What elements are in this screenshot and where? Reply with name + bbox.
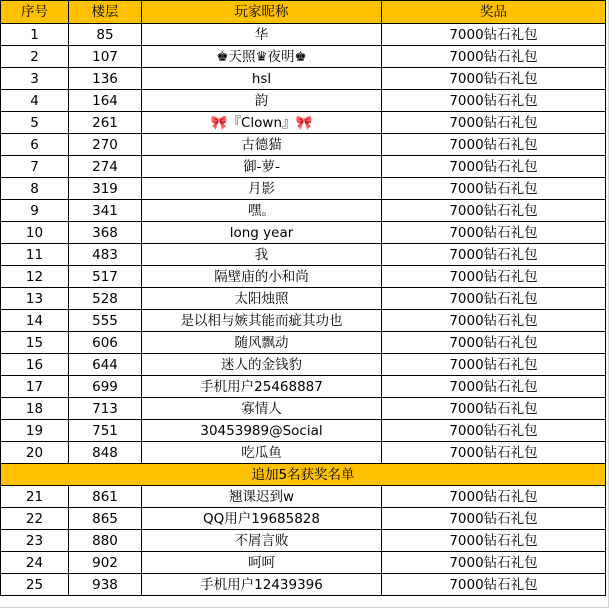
table-row	[1, 244, 606, 266]
cell-prize: 7000钻石礼包	[382, 156, 606, 178]
cell-floor: 555	[69, 310, 142, 332]
table-row	[1, 90, 606, 112]
cell-floor: 164	[69, 90, 142, 112]
cell-prize: 7000钻石礼包	[382, 112, 606, 134]
cell-floor: 319	[69, 178, 142, 200]
extra-winners-title: 追加5名获奖名单	[1, 464, 606, 486]
cell-nickname: 华	[142, 24, 382, 46]
cell-rank: 21	[1, 486, 69, 508]
table-row	[1, 134, 606, 156]
cell-prize: 7000钻石礼包	[382, 310, 606, 332]
extra-winners-banner	[1, 464, 606, 486]
cell-nickname: 是以相与嫉其能而疵其功也	[142, 310, 382, 332]
table-row	[1, 442, 606, 464]
cell-prize: 7000钻石礼包	[382, 508, 606, 530]
cell-rank: 3	[1, 68, 69, 90]
header-floor: 楼层	[69, 1, 142, 24]
cell-floor: 699	[69, 376, 142, 398]
cell-prize: 7000钻石礼包	[382, 354, 606, 376]
header-row	[1, 1, 606, 24]
table-row	[1, 112, 606, 134]
cell-prize: 7000钻石礼包	[382, 442, 606, 464]
cell-nickname: hsl	[142, 68, 382, 90]
cell-prize: 7000钻石礼包	[382, 244, 606, 266]
cell-nickname: 30453989@Social	[142, 420, 382, 442]
cell-rank: 1	[1, 24, 69, 46]
cell-prize: 7000钻石礼包	[382, 266, 606, 288]
cell-floor: 848	[69, 442, 142, 464]
cell-prize: 7000钻石礼包	[382, 530, 606, 552]
cell-prize: 7000钻石礼包	[382, 376, 606, 398]
table-row	[1, 266, 606, 288]
cell-prize: 7000钻石礼包	[382, 486, 606, 508]
header-nickname: 玩家昵称	[142, 1, 382, 24]
cell-nickname: 🎀『Clown』🎀	[142, 112, 382, 134]
cell-nickname: long year	[142, 222, 382, 244]
cell-nickname: 迷人的金钱豹	[142, 354, 382, 376]
header-prize: 奖品	[382, 1, 606, 24]
cell-floor: 606	[69, 332, 142, 354]
cell-prize: 7000钻石礼包	[382, 552, 606, 574]
extra-winners-list	[1, 486, 606, 596]
cell-prize: 7000钻石礼包	[382, 398, 606, 420]
cell-rank: 20	[1, 442, 69, 464]
cell-floor: 274	[69, 156, 142, 178]
cell-floor: 880	[69, 530, 142, 552]
cell-nickname: 月影	[142, 178, 382, 200]
table-row	[1, 310, 606, 332]
cell-nickname: QQ用户19685828	[142, 508, 382, 530]
cell-floor: 902	[69, 552, 142, 574]
cell-rank: 19	[1, 420, 69, 442]
cell-prize: 7000钻石礼包	[382, 420, 606, 442]
cell-prize: 7000钻石礼包	[382, 332, 606, 354]
cell-rank: 11	[1, 244, 69, 266]
cell-nickname: 随风飘动	[142, 332, 382, 354]
cell-prize: 7000钻石礼包	[382, 134, 606, 156]
cell-prize: 7000钻石礼包	[382, 24, 606, 46]
table-row	[1, 222, 606, 244]
cell-prize: 7000钻石礼包	[382, 574, 606, 596]
cell-prize: 7000钻石礼包	[382, 46, 606, 68]
cell-nickname: 呵呵	[142, 552, 382, 574]
table-row	[1, 486, 606, 508]
cell-rank: 5	[1, 112, 69, 134]
table-row	[1, 552, 606, 574]
table-row	[1, 178, 606, 200]
winners-list	[1, 24, 606, 464]
table-row	[1, 332, 606, 354]
cell-prize: 7000钻石礼包	[382, 288, 606, 310]
cell-nickname: 寡情人	[142, 398, 382, 420]
cell-floor: 341	[69, 200, 142, 222]
table-row	[1, 46, 606, 68]
cell-rank: 14	[1, 310, 69, 332]
cell-floor: 136	[69, 68, 142, 90]
table-row	[1, 376, 606, 398]
cell-rank: 8	[1, 178, 69, 200]
cell-rank: 16	[1, 354, 69, 376]
cell-floor: 713	[69, 398, 142, 420]
cell-floor: 107	[69, 46, 142, 68]
cell-nickname: ♚天照♛夜明♚	[142, 46, 382, 68]
cell-nickname: 手机用户25468887	[142, 376, 382, 398]
cell-floor: 368	[69, 222, 142, 244]
cell-floor: 861	[69, 486, 142, 508]
cell-floor: 644	[69, 354, 142, 376]
cell-nickname: 韵	[142, 90, 382, 112]
cell-rank: 23	[1, 530, 69, 552]
cell-nickname: 古德猫	[142, 134, 382, 156]
cell-floor: 865	[69, 508, 142, 530]
cell-floor: 528	[69, 288, 142, 310]
table-row	[1, 200, 606, 222]
cell-nickname: 太阳烛照	[142, 288, 382, 310]
table-row	[1, 156, 606, 178]
table-row	[1, 354, 606, 376]
cell-rank: 22	[1, 508, 69, 530]
cell-prize: 7000钻石礼包	[382, 200, 606, 222]
cell-rank: 24	[1, 552, 69, 574]
table-row	[1, 530, 606, 552]
cell-floor: 751	[69, 420, 142, 442]
cell-floor: 85	[69, 24, 142, 46]
cell-nickname: 隔壁庙的小和尚	[142, 266, 382, 288]
cell-rank: 4	[1, 90, 69, 112]
cell-rank: 7	[1, 156, 69, 178]
cell-rank: 25	[1, 574, 69, 596]
cell-floor: 483	[69, 244, 142, 266]
table-row	[1, 574, 606, 596]
cell-prize: 7000钻石礼包	[382, 178, 606, 200]
cell-rank: 9	[1, 200, 69, 222]
table-row	[1, 68, 606, 90]
cell-rank: 2	[1, 46, 69, 68]
cell-prize: 7000钻石礼包	[382, 222, 606, 244]
cell-nickname: 御-萝-	[142, 156, 382, 178]
cell-prize: 7000钻石礼包	[382, 90, 606, 112]
cell-rank: 12	[1, 266, 69, 288]
cell-prize: 7000钻石礼包	[382, 68, 606, 90]
header-rank: 序号	[1, 1, 69, 24]
cell-nickname: 手机用户12439396	[142, 574, 382, 596]
cell-rank: 15	[1, 332, 69, 354]
cell-floor: 517	[69, 266, 142, 288]
cell-floor: 938	[69, 574, 142, 596]
cell-floor: 261	[69, 112, 142, 134]
cell-rank: 18	[1, 398, 69, 420]
table-row	[1, 288, 606, 310]
cell-floor: 270	[69, 134, 142, 156]
cell-rank: 6	[1, 134, 69, 156]
cell-nickname: 嘿。	[142, 200, 382, 222]
table-row	[1, 508, 606, 530]
table-row	[1, 24, 606, 46]
cell-rank: 13	[1, 288, 69, 310]
cell-nickname: 我	[142, 244, 382, 266]
table-row	[1, 398, 606, 420]
cell-rank: 10	[1, 222, 69, 244]
table-row	[1, 420, 606, 442]
cell-nickname: 不屑言败	[142, 530, 382, 552]
cell-nickname: 吃瓜鱼	[142, 442, 382, 464]
cell-nickname: 翘课迟到w	[142, 486, 382, 508]
cell-rank: 17	[1, 376, 69, 398]
